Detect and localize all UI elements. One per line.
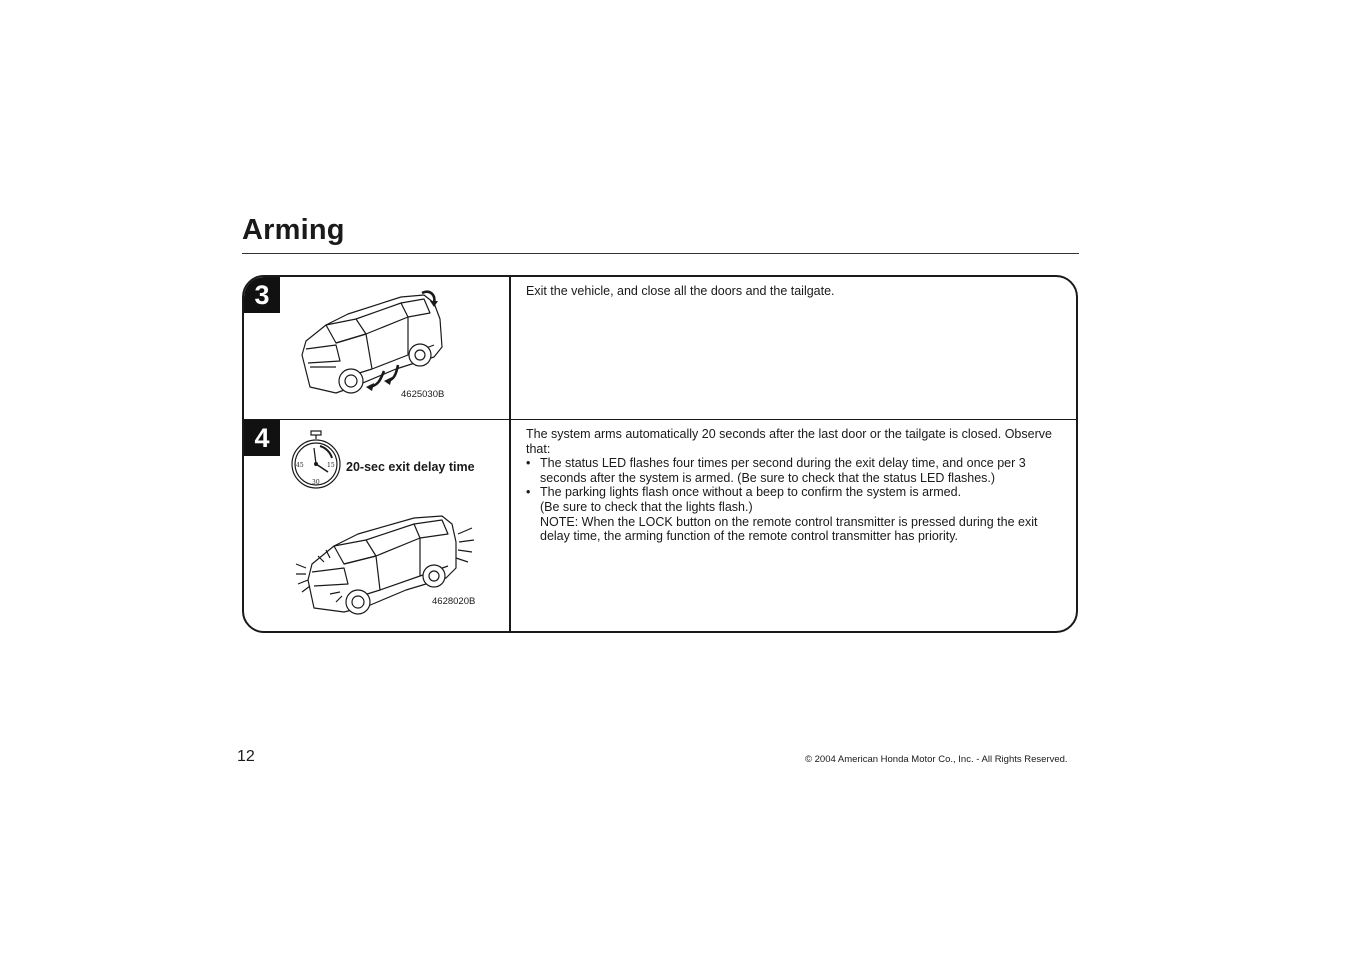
clock-tick-15: 15 — [327, 462, 335, 469]
step-3-text: Exit the vehicle, and close all the doors and the tailgate. — [526, 284, 835, 298]
step-4-number: 4 — [244, 420, 280, 456]
step-4-image-code: 4628020B — [432, 596, 476, 607]
exit-delay-label: 20-sec exit delay time — [346, 460, 475, 474]
stopwatch-icon — [287, 430, 343, 492]
clock-tick-30: 30 — [312, 479, 320, 486]
bullet-note: (Be sure to check that the lights flash.) — [540, 499, 753, 514]
step-3-row — [244, 277, 1076, 420]
step-3-image-code: 4625030B — [401, 389, 445, 400]
step-4-row — [244, 420, 1076, 631]
clock-tick-45: 45 — [296, 462, 304, 469]
bullet-text: The parking lights flash once without a beep to confirm the system is armed. — [540, 485, 962, 500]
bullet-dot: • — [526, 485, 531, 500]
page-title: Arming — [242, 214, 345, 246]
step-4-description-cell — [511, 420, 1076, 631]
step-3-number: 3 — [244, 277, 280, 313]
bullet-item — [526, 485, 1068, 543]
step-3-description-cell — [511, 277, 1076, 419]
steps-panel — [242, 275, 1078, 633]
step-3-illustration-cell — [244, 277, 511, 419]
copyright-notice: © 2004 American Honda Motor Co., Inc. - All Rights Reserved. — [805, 754, 1068, 765]
step-4-intro: The system arms automatically 20 seconds after the last door or the tailgate is closed. Observe that: — [526, 427, 1052, 456]
page-number: 12 — [237, 748, 255, 765]
van-doors-closing-illustration — [296, 289, 456, 404]
bullet-note: NOTE: When the LOCK button on the remote control transmitter is pressed during the exit delay time, the arming function of the remote control transmitter has priority. — [540, 514, 1038, 544]
step-4-illustration-cell — [244, 420, 511, 631]
bullet-text: The status LED flashes four times per second during the exit delay time, and once per 3 seconds after the system is armed. (Be sure to check that the status LED flashes.) — [540, 456, 1026, 485]
title-divider — [242, 253, 1079, 254]
bullet-item — [526, 456, 1068, 485]
bullet-dot: • — [526, 456, 531, 471]
